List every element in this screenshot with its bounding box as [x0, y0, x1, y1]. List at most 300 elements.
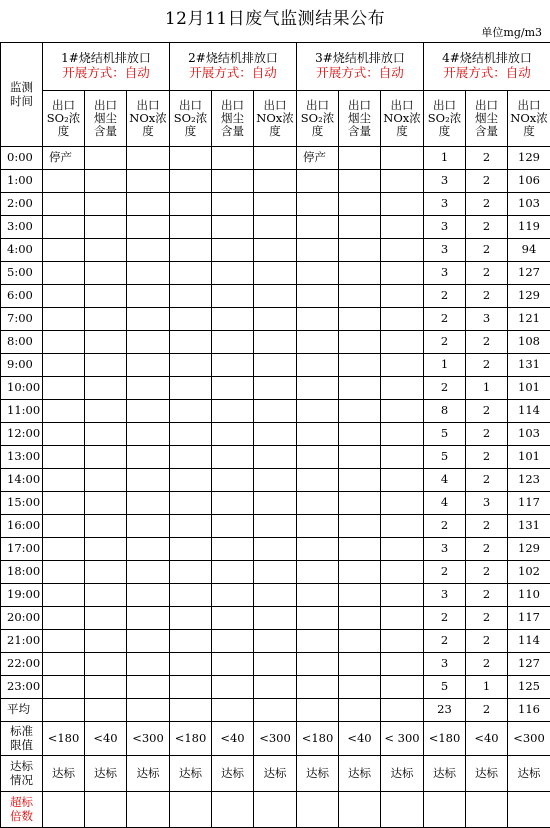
- outlet-1-so2-cell: [43, 607, 85, 630]
- outlet-2-dust-cell: [212, 492, 254, 515]
- outlet-3-so2-cell: [297, 492, 339, 515]
- outlet-3-nox-cell: [381, 216, 424, 239]
- outlet-3-dust-cell: [339, 699, 381, 722]
- outlet-3-nox-cell: [381, 423, 424, 446]
- outlet-4-nox-cell: 125: [508, 676, 550, 699]
- outlet-4-so2-cell: 3: [424, 193, 466, 216]
- outlet-1-dust-cell: [85, 561, 127, 584]
- outlet-4-so2-cell: 5: [424, 676, 466, 699]
- outlet-1-nox-cell: [127, 400, 170, 423]
- outlet-2-nox-cell: [254, 492, 297, 515]
- outlet-2-so2-cell: [170, 676, 212, 699]
- standard-value-cell: <40: [466, 722, 508, 756]
- outlet-1-so2-cell: [43, 377, 85, 400]
- outlet-2-dust-cell: [212, 607, 254, 630]
- outlet-4-nox-cell: 123: [508, 469, 550, 492]
- time-cell: 13:00: [1, 446, 43, 469]
- time-cell: 9:00: [1, 354, 43, 377]
- outlet-2-so2-cell: [170, 239, 212, 262]
- outlet-3-dust-cell: [339, 239, 381, 262]
- outlet-3-nox-cell: [381, 446, 424, 469]
- outlet-4-nox-cell: 103: [508, 423, 550, 446]
- outlet-3-nox-cell: [381, 584, 424, 607]
- outlet-2-nox-cell: [254, 446, 297, 469]
- outlet-1-nox-cell: [127, 170, 170, 193]
- outlet-2-dust-cell: [212, 676, 254, 699]
- outlet-3-nox-cell: [381, 147, 424, 170]
- table-row: [1, 446, 550, 469]
- outlet-2-dust-cell: [212, 193, 254, 216]
- compliance-value-cell: 达标: [254, 756, 297, 792]
- col-header-so2: 出口 SO₂浓 度: [424, 91, 466, 147]
- outlet-4-dust-cell: 2: [466, 446, 508, 469]
- col-header-dust: 出口 烟尘 含量: [339, 91, 381, 147]
- table-row: [1, 216, 550, 239]
- outlet-2-so2-cell: [170, 653, 212, 676]
- outlet-4-nox-cell: 106: [508, 170, 550, 193]
- outlet-4-dust-cell: 3: [466, 308, 508, 331]
- outlet-3-nox-cell: [381, 285, 424, 308]
- outlet-3-dust-cell: [339, 216, 381, 239]
- outlet-4-nox-cell: 101: [508, 446, 550, 469]
- outlet-3-nox-cell: [381, 607, 424, 630]
- outlet-1-so2-cell: [43, 699, 85, 722]
- outlet-4-so2-cell: 2: [424, 607, 466, 630]
- outlet-4-dust-cell: 2: [466, 331, 508, 354]
- outlet-2-nox-cell: [254, 216, 297, 239]
- outlet-4-dust-cell: 2: [466, 469, 508, 492]
- outlet-2-nox-cell: [254, 331, 297, 354]
- outlet-4-so2-cell: 23: [424, 699, 466, 722]
- outlet-1-so2-cell: [43, 193, 85, 216]
- outlet-2-nox-cell: [254, 630, 297, 653]
- outlet-2-dust-cell: [212, 170, 254, 193]
- outlet-3-so2-cell: [297, 193, 339, 216]
- outlet-2-nox-cell: [254, 584, 297, 607]
- standard-value-cell: <40: [339, 722, 381, 756]
- outlet-2-so2-cell: [170, 515, 212, 538]
- standard-value-cell: <180: [170, 722, 212, 756]
- exceed-value-cell: [170, 792, 212, 828]
- outlet-2-nox-cell: [254, 423, 297, 446]
- compliance-value-cell: 达标: [212, 756, 254, 792]
- outlet-2-dust-cell: [212, 285, 254, 308]
- table-row: [1, 423, 550, 446]
- outlet-2-so2-cell: [170, 584, 212, 607]
- outlet-1-nox-cell: [127, 216, 170, 239]
- outlet-2-nox-cell: [254, 400, 297, 423]
- time-cell: 3:00: [1, 216, 43, 239]
- outlet-4-nox-cell: 101: [508, 377, 550, 400]
- time-cell: 17:00: [1, 538, 43, 561]
- table-row: [1, 354, 550, 377]
- outlet-1-dust-cell: [85, 469, 127, 492]
- table-row: [1, 469, 550, 492]
- outlet-2-dust-cell: [212, 515, 254, 538]
- outlet-2-dust-cell: [212, 630, 254, 653]
- outlet-4-nox-cell: 117: [508, 607, 550, 630]
- outlet-4-so2-cell: 3: [424, 538, 466, 561]
- standard-value-cell: <40: [212, 722, 254, 756]
- outlet-2-nox-cell: [254, 377, 297, 400]
- outlet-1-dust-cell: [85, 147, 127, 170]
- outlet-4-dust-cell: 2: [466, 538, 508, 561]
- outlet-1-dust-cell: [85, 239, 127, 262]
- outlet-2-so2-cell: [170, 630, 212, 653]
- outlet-1-so2-cell: [43, 285, 85, 308]
- outlet-4-so2-cell: 2: [424, 331, 466, 354]
- outlet-1-so2-cell: [43, 515, 85, 538]
- outlet-3-dust-cell: [339, 331, 381, 354]
- col-header-nox: 出口 NOx浓 度: [127, 91, 170, 147]
- outlet-3-dust-cell: [339, 262, 381, 285]
- outlet-2-so2-cell: [170, 423, 212, 446]
- time-cell: 平均: [1, 699, 43, 722]
- col-header-so2: 出口 SO₂浓 度: [297, 91, 339, 147]
- outlet-1-dust-cell: [85, 423, 127, 446]
- outlet-2-nox-cell: [254, 676, 297, 699]
- outlet-2-so2-cell: [170, 492, 212, 515]
- exceed-value-cell: [43, 792, 85, 828]
- outlet-1-nox-cell: [127, 331, 170, 354]
- outlet-1-dust-cell: [85, 699, 127, 722]
- outlet-4-nox-cell: 131: [508, 515, 550, 538]
- outlet-4-so2-cell: 2: [424, 630, 466, 653]
- outlet-3-so2-cell: [297, 308, 339, 331]
- outlet-4-nox-cell: 103: [508, 193, 550, 216]
- outlet-3-dust-cell: [339, 607, 381, 630]
- outlet-4-so2-cell: 2: [424, 561, 466, 584]
- outlet-4-so2-cell: 4: [424, 469, 466, 492]
- exceed-value-cell: [212, 792, 254, 828]
- standard-value-cell: < 300: [381, 722, 424, 756]
- exceed-value-cell: [339, 792, 381, 828]
- outlet-2-nox-cell: [254, 515, 297, 538]
- outlet-3-dust-cell: [339, 193, 381, 216]
- outlet-2-so2-cell: [170, 170, 212, 193]
- outlet-3-nox-cell: [381, 676, 424, 699]
- outlet-1-nox-cell: [127, 423, 170, 446]
- outlet-1-dust-cell: [85, 515, 127, 538]
- outlet-3-dust-cell: [339, 147, 381, 170]
- table-row: [1, 515, 550, 538]
- outlet-1-so2-cell: [43, 331, 85, 354]
- table-row: [1, 285, 550, 308]
- outlet-3-so2-cell: [297, 630, 339, 653]
- col-header-dust: 出口 烟尘 含量: [85, 91, 127, 147]
- exceed-value-cell: [127, 792, 170, 828]
- outlet-3-dust-cell: [339, 423, 381, 446]
- outlet-3-dust-cell: [339, 377, 381, 400]
- compliance-value-cell: 达标: [339, 756, 381, 792]
- outlet-4-nox-cell: 110: [508, 584, 550, 607]
- outlet-3-dust-cell: [339, 538, 381, 561]
- outlet-2-dust-cell: [212, 561, 254, 584]
- outlet-4-so2-cell: 3: [424, 216, 466, 239]
- time-cell: 7:00: [1, 308, 43, 331]
- outlet-1-dust-cell: [85, 653, 127, 676]
- outlet-4-so2-cell: 2: [424, 377, 466, 400]
- outlet-4-dust-cell: 2: [466, 515, 508, 538]
- col-header-nox: 出口 NOx浓 度: [381, 91, 424, 147]
- table-row: [1, 170, 550, 193]
- outlet-1-nox-cell: [127, 469, 170, 492]
- table-row: [1, 193, 550, 216]
- table-row: [1, 699, 550, 722]
- time-cell: 11:00: [1, 400, 43, 423]
- outlet-3-so2-cell: [297, 216, 339, 239]
- outlet-3-nox-cell: [381, 331, 424, 354]
- outlet-1-dust-cell: [85, 446, 127, 469]
- outlet-3-so2-cell: [297, 515, 339, 538]
- outlet-3-nox-cell: [381, 239, 424, 262]
- outlet-4-dust-cell: 2: [466, 653, 508, 676]
- standard-value-cell: <180: [424, 722, 466, 756]
- page-title: 12月11日废气监测结果公布: [0, 4, 550, 29]
- table-row: [1, 377, 550, 400]
- outlet-4-dust-cell: 1: [466, 676, 508, 699]
- outlet-1-nox-cell: [127, 607, 170, 630]
- outlet-4-dust-cell: 2: [466, 354, 508, 377]
- outlet-2-so2-cell: [170, 216, 212, 239]
- outlet-3-nox-cell: [381, 515, 424, 538]
- outlet-2-nox-cell: [254, 193, 297, 216]
- table-row: [1, 262, 550, 285]
- outlet-3-nox-cell: [381, 653, 424, 676]
- outlet-4-dust-cell: 2: [466, 147, 508, 170]
- time-cell: 20:00: [1, 607, 43, 630]
- col-header-nox: 出口 NOx浓 度: [508, 91, 550, 147]
- time-cell: 18:00: [1, 561, 43, 584]
- outlet-3-so2-cell: [297, 170, 339, 193]
- exceed-value-cell: [424, 792, 466, 828]
- outlet-3-so2-cell: [297, 262, 339, 285]
- outlet-2-dust-cell: [212, 446, 254, 469]
- col-header-dust: 出口 烟尘 含量: [466, 91, 508, 147]
- outlet-3-so2-cell: [297, 285, 339, 308]
- time-cell: 21:00: [1, 630, 43, 653]
- outlet-1-dust-cell: [85, 584, 127, 607]
- table-row: [1, 308, 550, 331]
- outlet-2-dust-cell: [212, 377, 254, 400]
- outlet-2-so2-cell: [170, 331, 212, 354]
- standard-value-cell: <300: [127, 722, 170, 756]
- outlet-3-so2-cell: [297, 354, 339, 377]
- outlet-4-so2-cell: 5: [424, 446, 466, 469]
- table-row: [1, 561, 550, 584]
- outlet-4-so2-cell: 3: [424, 170, 466, 193]
- outlet-2-dust-cell: [212, 699, 254, 722]
- outlet-4-so2-cell: 8: [424, 400, 466, 423]
- exceed-label: 超标 倍数: [1, 792, 43, 828]
- outlet-2-nox-cell: [254, 607, 297, 630]
- outlet-4-dust-cell: 2: [466, 216, 508, 239]
- compliance-value-cell: 达标: [170, 756, 212, 792]
- outlet-4-dust-cell: 2: [466, 193, 508, 216]
- table-row: [1, 331, 550, 354]
- exceed-value-cell: [254, 792, 297, 828]
- outlet-3-nox-cell: [381, 492, 424, 515]
- outlet-1-so2-cell: [43, 469, 85, 492]
- time-cell: 1:00: [1, 170, 43, 193]
- outlet-2-nox-cell: [254, 699, 297, 722]
- table-row: [1, 676, 550, 699]
- compliance-label: 达标 情况: [1, 756, 43, 792]
- outlet-1-nox-cell: [127, 538, 170, 561]
- outlet-2-nox-cell: [254, 538, 297, 561]
- exceed-value-cell: [297, 792, 339, 828]
- outlet-1-dust-cell: [85, 492, 127, 515]
- compliance-value-cell: 达标: [508, 756, 550, 792]
- outlet-4-nox-cell: 114: [508, 630, 550, 653]
- outlet-1-dust-cell: [85, 400, 127, 423]
- outlet-4-nox-cell: 121: [508, 308, 550, 331]
- outlet-2-dust-cell: [212, 423, 254, 446]
- exceed-value-cell: [381, 792, 424, 828]
- outlet-2-nox-cell: [254, 354, 297, 377]
- outlet-4-nox-cell: 127: [508, 262, 550, 285]
- outlet-1-so2-cell: [43, 561, 85, 584]
- outlet-2-nox-cell: [254, 469, 297, 492]
- outlet-1-nox-cell: [127, 515, 170, 538]
- outlet-1-so2-cell: [43, 538, 85, 561]
- outlet-4-nox-cell: 129: [508, 285, 550, 308]
- outlet-3-nox-cell: [381, 561, 424, 584]
- outlet-4-so2-cell: 4: [424, 492, 466, 515]
- outlet-1-dust-cell: [85, 607, 127, 630]
- time-cell: 4:00: [1, 239, 43, 262]
- outlet-1-nox-cell: [127, 354, 170, 377]
- outlet-1-nox-cell: [127, 492, 170, 515]
- outlet-1-dust-cell: [85, 354, 127, 377]
- outlet-4-dust-cell: 2: [466, 285, 508, 308]
- outlet-2-so2-cell: [170, 377, 212, 400]
- emission-table: [0, 42, 550, 828]
- outlet-2-dust-cell: [212, 239, 254, 262]
- outlet-4-so2-cell: 2: [424, 515, 466, 538]
- outlet-2-so2-cell: [170, 193, 212, 216]
- table-row: [1, 630, 550, 653]
- outlet-4-header: 4#烧结机排放口 开展方式：自动: [424, 43, 550, 91]
- outlet-4-so2-cell: 2: [424, 308, 466, 331]
- outlet-2-dust-cell: [212, 308, 254, 331]
- outlet-1-so2-cell: [43, 423, 85, 446]
- outlet-4-nox-cell: 116: [508, 699, 550, 722]
- outlet-3-nox-cell: [381, 377, 424, 400]
- outlet-1-nox-cell: [127, 308, 170, 331]
- outlet-3-so2-cell: [297, 607, 339, 630]
- outlet-3-nox-cell: [381, 262, 424, 285]
- outlet-4-nox-cell: 117: [508, 492, 550, 515]
- outlet-1-nox-cell: [127, 676, 170, 699]
- outlet-2-nox-cell: [254, 262, 297, 285]
- outlet-3-so2-cell: [297, 423, 339, 446]
- outlet-4-dust-cell: 2: [466, 561, 508, 584]
- outlet-3-so2-cell: 停产: [297, 147, 339, 170]
- outlet-1-dust-cell: [85, 676, 127, 699]
- outlet-1-dust-cell: [85, 216, 127, 239]
- table-row: [1, 147, 550, 170]
- table-row: [1, 584, 550, 607]
- outlet-4-nox-cell: 127: [508, 653, 550, 676]
- outlet-4-dust-cell: 2: [466, 584, 508, 607]
- exceed-value-cell: [85, 792, 127, 828]
- outlet-1-nox-cell: [127, 239, 170, 262]
- outlet-3-so2-cell: [297, 400, 339, 423]
- outlet-2-nox-cell: [254, 653, 297, 676]
- outlet-1-so2-cell: [43, 584, 85, 607]
- outlet-1-so2-cell: [43, 492, 85, 515]
- outlet-3-so2-cell: [297, 377, 339, 400]
- outlet-4-so2-cell: 3: [424, 653, 466, 676]
- outlet-3-so2-cell: [297, 676, 339, 699]
- compliance-value-cell: 达标: [466, 756, 508, 792]
- outlet-1-nox-cell: [127, 262, 170, 285]
- outlet-3-so2-cell: [297, 331, 339, 354]
- time-cell: 6:00: [1, 285, 43, 308]
- outlet-4-dust-cell: 2: [466, 262, 508, 285]
- outlet-3-so2-cell: [297, 584, 339, 607]
- standard-value-cell: <40: [85, 722, 127, 756]
- outlet-1-nox-cell: [127, 193, 170, 216]
- outlet-4-so2-cell: 3: [424, 584, 466, 607]
- outlet-3-dust-cell: [339, 308, 381, 331]
- time-cell: 10:00: [1, 377, 43, 400]
- outlet-3-nox-cell: [381, 170, 424, 193]
- outlet-3-nox-cell: [381, 538, 424, 561]
- unit-label: 单位mg/m3: [481, 24, 542, 40]
- outlet-2-nox-cell: [254, 561, 297, 584]
- outlet-2-nox-cell: [254, 308, 297, 331]
- outlet-2-nox-cell: [254, 170, 297, 193]
- compliance-row: [1, 756, 550, 792]
- compliance-value-cell: 达标: [85, 756, 127, 792]
- outlet-3-header: 3#烧结机排放口 开展方式：自动: [297, 43, 424, 91]
- outlet-4-nox-cell: 94: [508, 239, 550, 262]
- outlet-2-so2-cell: [170, 699, 212, 722]
- standard-row: [1, 722, 550, 756]
- outlet-4-nox-cell: 129: [508, 147, 550, 170]
- outlet-1-nox-cell: [127, 561, 170, 584]
- table-row: [1, 538, 550, 561]
- outlet-1-dust-cell: [85, 193, 127, 216]
- outlet-4-nox-cell: 131: [508, 354, 550, 377]
- time-header: 监测 时间: [1, 43, 43, 147]
- outlet-3-dust-cell: [339, 561, 381, 584]
- outlet-3-nox-cell: [381, 400, 424, 423]
- outlet-3-dust-cell: [339, 515, 381, 538]
- exceed-row: [1, 792, 550, 828]
- col-header-so2: 出口 SO₂浓 度: [170, 91, 212, 147]
- outlet-3-dust-cell: [339, 400, 381, 423]
- outlet-4-dust-cell: 2: [466, 423, 508, 446]
- outlet-3-dust-cell: [339, 676, 381, 699]
- standard-value-cell: <180: [43, 722, 85, 756]
- col-header-so2: 出口 SO₂浓 度: [43, 91, 85, 147]
- outlet-1-so2-cell: [43, 653, 85, 676]
- time-cell: 22:00: [1, 653, 43, 676]
- outlet-4-nox-cell: 102: [508, 561, 550, 584]
- outlet-4-so2-cell: 5: [424, 423, 466, 446]
- compliance-value-cell: 达标: [424, 756, 466, 792]
- outlet-1-nox-cell: [127, 446, 170, 469]
- table-row: [1, 239, 550, 262]
- outlet-1-so2-cell: [43, 676, 85, 699]
- time-cell: 0:00: [1, 147, 43, 170]
- standard-value-cell: <300: [254, 722, 297, 756]
- outlet-3-so2-cell: [297, 469, 339, 492]
- outlet-3-nox-cell: [381, 699, 424, 722]
